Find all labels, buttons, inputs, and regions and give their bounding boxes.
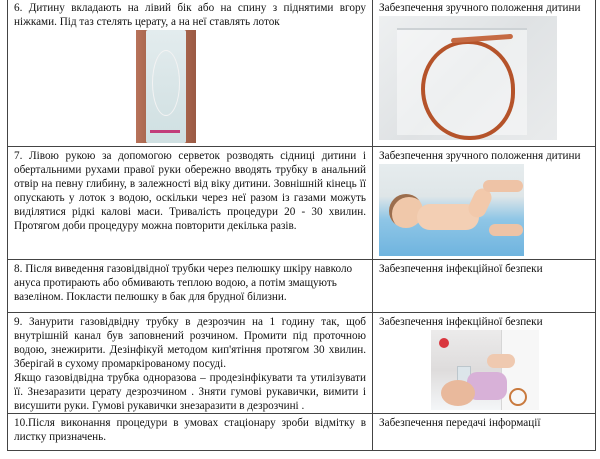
step-text: 6. Дитину вкладають на лівий бік або на спину з піднятими вгору ніжками. Під таз стелять церату, а на неї ставлять лоток [14, 2, 366, 28]
goal-text: Забезпечення передачі інформації [379, 417, 541, 429]
goal-cell [373, 313, 596, 414]
nurse-with-doll-image [431, 330, 539, 410]
step-cell [8, 0, 373, 147]
step-cell [8, 260, 373, 313]
step-extra-text: Якщо газовідвідна трубка одноразова – продезінфікувати та утилізувати її. Знезаразити церату дезрозчином . Зняти гумові рукавички, вимити і висушити руки. Гумові рукавички знезаразити в дезрозчині . [14, 372, 366, 412]
rubber-tube-image [379, 16, 557, 140]
goal-text: Забезпечення зручного положення дитини [379, 2, 581, 14]
step-cell [8, 313, 373, 414]
step-cell [8, 147, 373, 260]
procedure-table [7, 0, 596, 451]
goal-text: Забезпечення зручного положення дитини [379, 150, 581, 162]
goal-text: Забезпечення інфекційної безпеки [379, 316, 543, 328]
step-cell [8, 414, 373, 451]
goal-text: Забезпечення інфекційної безпеки [379, 263, 543, 275]
goal-cell [373, 414, 596, 451]
table-row-step-6 [8, 0, 596, 147]
goal-cell [373, 147, 596, 260]
step-text: 8. Після виведення газовідвідної трубки через пелюшку шкіру навколо ануса протирають або обмивають теплою водою, а потім змащують вазеліном. Покласти пелюшку в бак для брудної білизни. [14, 263, 353, 303]
baby-on-towel-image [379, 164, 524, 256]
table-row-step-8 [8, 260, 596, 313]
step-text: 9. Занурити газовідвідну трубку в дезрозчин на 1 годину так, щоб внутрішній канал був заповнений розчином. Промити під проточною водою, знежирити. Дезінфікуй методом кип'ятіння протягом 30 хвилин. Зберігай в сухому промаркірованому посуді. [14, 316, 366, 370]
step-text: 10.Після виконання процедури в умовах стаціонару зроби відмітку в листку призначень. [14, 417, 366, 443]
step-text: 7. Лівою рукою за допомогою серветок розводять сідниці дитини і обертальними рухами правої руки обережно вводять трубку в анальний отвір на певну глибину, в залежності від віку дитини. Зовнішній кінець її опускають у лоток з водою, оскільки через неї разом із газами можуть виділятися рідкі калові маси. Тривалість процедури 20 - 30 хвилин. Протягом доби процедуру можна повторити декілька разів. [14, 150, 366, 232]
table-row-step-10 [8, 414, 596, 451]
goal-cell [373, 0, 596, 147]
gas-tube-packet-image [136, 30, 196, 143]
table-row-step-9 [8, 313, 596, 414]
goal-cell [373, 260, 596, 313]
table-row-step-7 [8, 147, 596, 260]
